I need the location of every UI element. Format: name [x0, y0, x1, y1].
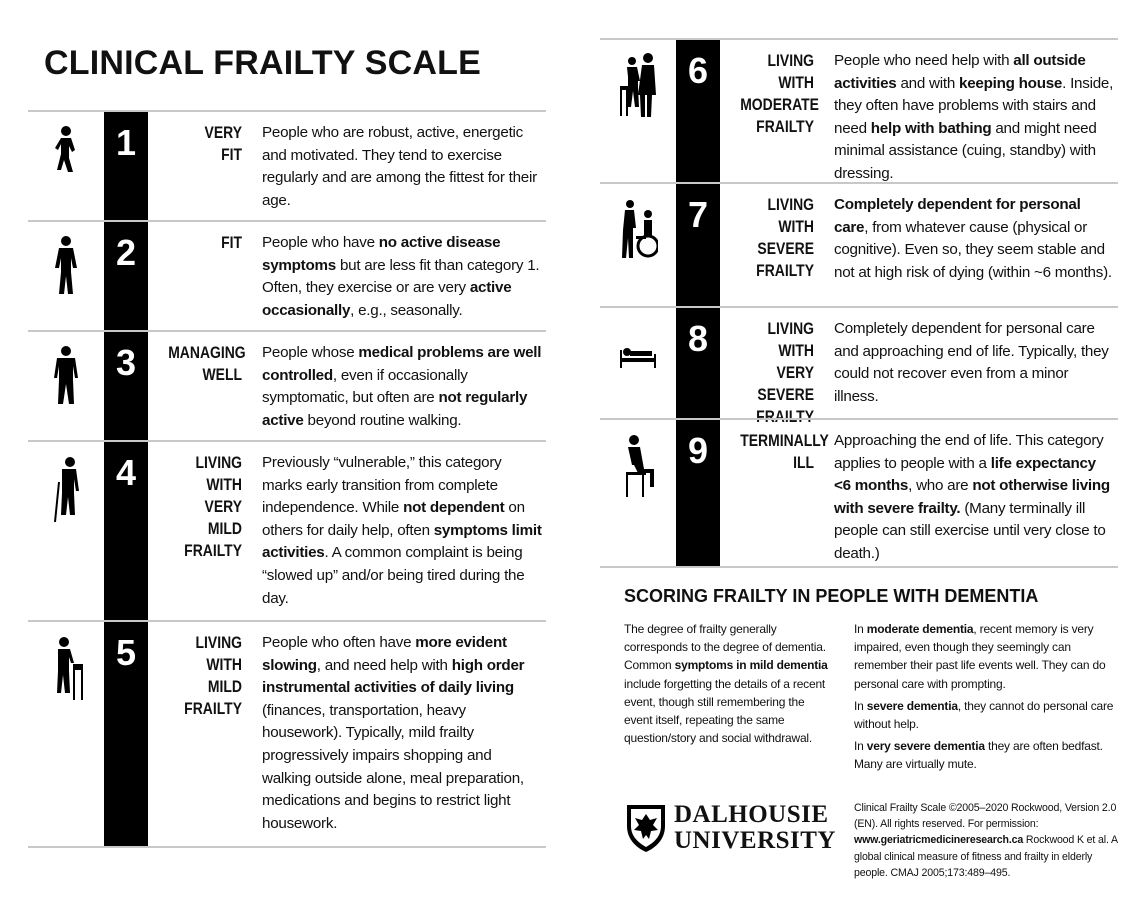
- dementia-paragraph: [854, 737, 1116, 773]
- level-description: [834, 194, 1116, 284]
- level-category: [740, 50, 819, 138]
- emphasis-text: help with bathing: [870, 119, 992, 137]
- emphasis-text: not dependent: [403, 499, 505, 517]
- category-line: LIVING: [767, 319, 814, 338]
- category-line: WITH: [778, 73, 814, 92]
- category-line: MILD: [207, 677, 242, 696]
- text-segment: People who often have: [262, 634, 416, 651]
- category-line: FRAILTY: [756, 407, 814, 426]
- level-number: 4: [115, 452, 137, 493]
- copyright-notice: [854, 800, 1118, 881]
- text-segment: on others for daily help, often: [262, 499, 525, 539]
- frailty-level-7: [600, 182, 1118, 308]
- level-description: [834, 430, 1116, 566]
- category-line: MANAGING: [168, 343, 246, 362]
- level-number: 1: [115, 122, 137, 163]
- text-segment: (Many terminally ill people can still exercise until very close to death.): [834, 499, 1106, 562]
- page-title: CLINICAL FRAILTY SCALE: [44, 44, 481, 82]
- emphasis-text: all outside activities: [834, 52, 1086, 92]
- level-number: 8: [687, 318, 709, 359]
- level-category: [740, 194, 814, 282]
- person-in-bed-icon: [618, 320, 658, 390]
- text-segment: Rockwood K et al. A global clinical measure of fitness and frailty in elderly people. CMAJ 2005;173:489–495.: [854, 834, 1118, 879]
- dementia-section-title: SCORING FRAILTY IN PEOPLE WITH DEMENTIA: [624, 586, 1039, 606]
- dalhousie-logo: [624, 802, 834, 854]
- text-segment: , who are: [908, 477, 973, 495]
- person-standing-icon: [46, 344, 86, 414]
- text-segment: Completely dependent for personal care and approaching end of life. Typically, they could not recover even from a minor illness.: [834, 320, 1109, 405]
- category-line: LIVING: [767, 51, 814, 70]
- category-line: WITH: [206, 655, 242, 674]
- frailty-level-4: [28, 440, 546, 622]
- level-category: [168, 342, 246, 386]
- level-description: [834, 318, 1116, 408]
- category-line: SEVERE: [757, 239, 814, 258]
- category-line: FIT: [221, 233, 242, 252]
- dementia-paragraph: [624, 620, 834, 747]
- frailty-level-5: [28, 620, 546, 848]
- text-segment: . A common complaint is being “slowed up” and/or being tired during the day.: [262, 544, 525, 607]
- emphasis-text: no active disease symptoms: [262, 234, 501, 274]
- text-segment: , even if occasionally symptomatic, but often are: [262, 366, 468, 407]
- category-line: FRAILTY: [756, 261, 814, 280]
- emphasis-text: symptoms in mild dementia: [674, 658, 828, 673]
- category-line: TERMINALLY: [740, 431, 829, 450]
- emphasis-text: moderate dementia: [866, 622, 974, 636]
- category-line: ILL: [793, 453, 814, 472]
- text-segment: , they cannot do personal care without help.: [854, 698, 1114, 732]
- text-segment: Previously “vulnerable,” this category marks early transition from complete independence. While: [262, 454, 502, 517]
- text-segment: Approaching the end of life. This category applies to people with a: [834, 432, 1104, 472]
- logo-line-1: DALHOUSIE: [674, 801, 829, 828]
- text-segment: . Inside, they often have problems with stairs and need: [834, 74, 1114, 137]
- emphasis-text: very severe dementia: [866, 739, 985, 754]
- level-category: [168, 122, 242, 166]
- emphasis-text: keeping house: [959, 74, 1063, 92]
- frailty-level-9: [600, 418, 1118, 568]
- category-line: SEVERE: [757, 385, 814, 404]
- level-description: [262, 122, 544, 212]
- category-line: WITH VERY: [776, 341, 814, 382]
- emphasis-text: life expectancy <6 months: [834, 454, 1096, 495]
- category-line: FRAILTY: [756, 117, 814, 136]
- emphasis-text: symptoms limit activities: [262, 521, 542, 562]
- emphasis-text: severe dementia: [866, 698, 958, 713]
- text-segment: (finances, transportation, heavy housework). Typically, mild frailty progressively impairs shopping and walking outside alone, meal preparation, medications and begins to restrict light housework.: [262, 701, 524, 832]
- category-line: MODERATE: [740, 95, 819, 114]
- text-segment: People whose: [262, 344, 359, 361]
- level-number: 6: [687, 50, 709, 91]
- frailty-level-8: [600, 306, 1118, 426]
- level-number: 7: [687, 194, 709, 235]
- dementia-text-left: [624, 620, 834, 751]
- text-segment: beyond routine walking.: [303, 411, 462, 429]
- category-line: WITH: [778, 217, 814, 236]
- logo-line-2: UNIVERSITY: [674, 827, 836, 854]
- person-with-walker-icon: [46, 634, 86, 704]
- level-description: [262, 452, 544, 610]
- person-walking-icon: [46, 234, 86, 304]
- text-segment: and might need minimal assistance (cuing, standby) with dressing.: [834, 119, 1097, 182]
- emphasis-text: active occasionally: [262, 279, 512, 319]
- level-category: [168, 452, 242, 562]
- text-segment: but are less fit than category 1. Often, they exercise or are very: [262, 256, 540, 297]
- text-segment: People who need help with: [834, 52, 1014, 69]
- emphasis-text: www.geriatricmedicineresearch.ca: [854, 834, 1024, 847]
- emphasis-text: medical problems are well controlled: [262, 344, 542, 384]
- text-segment: , e.g., seasonally.: [350, 301, 463, 319]
- level-number: 2: [115, 232, 137, 273]
- emphasis-text: more evident slowing: [262, 634, 507, 674]
- text-segment: and with: [896, 74, 960, 92]
- category-line: FIT: [221, 145, 242, 164]
- category-line: VERY MILD: [204, 497, 242, 538]
- category-line: LIVING: [195, 633, 242, 652]
- emphasis-text: Completely dependent for personal care: [834, 196, 1081, 236]
- text-segment: The degree of frailty generally corresponds to the degree of dementia. Common: [624, 622, 826, 673]
- text-segment: include forgetting the details of a recent event, though still remembering the event itself, repeating the same question/story and social withdrawal.: [624, 676, 826, 746]
- text-segment: , from whatever cause (physical or cognitive). Even so, they seem stable and not at high risk of dying (within ~6 months).: [834, 218, 1112, 281]
- frailty-level-6: [600, 38, 1118, 184]
- category-line: WITH: [206, 475, 242, 494]
- person-assisted-walker-icon: [618, 52, 658, 122]
- level-category: [740, 430, 829, 474]
- category-line: LIVING: [767, 195, 814, 214]
- text-segment: , and need help with: [316, 656, 452, 674]
- text-segment: , recent memory is very impaired, even though they seemingly can remember their past life events well. They can do personal care with prompting.: [854, 622, 1106, 691]
- frailty-level-3: [28, 330, 546, 442]
- person-seated-icon: [618, 432, 658, 502]
- person-wheelchair-icon: [618, 196, 658, 266]
- text-segment: In: [854, 622, 867, 636]
- level-description: [834, 50, 1116, 186]
- level-description: [262, 342, 544, 432]
- text-segment: In: [854, 698, 867, 713]
- level-description: [262, 632, 544, 835]
- person-with-cane-icon: [46, 454, 86, 524]
- level-category: [168, 232, 242, 254]
- frailty-level-2: [28, 220, 546, 332]
- dementia-text-right: [854, 620, 1116, 778]
- dalhousie-crest-icon: [624, 802, 668, 854]
- category-line: FRAILTY: [184, 541, 242, 560]
- dementia-paragraph: [854, 620, 1116, 693]
- text-segment: People who are robust, active, energetic and motivated. They tend to exercise regularly and are among the fittest for their age.: [262, 124, 537, 209]
- text-segment: In: [854, 739, 867, 754]
- category-line: WELL: [202, 365, 242, 384]
- category-line: LIVING: [195, 453, 242, 472]
- text-segment: Clinical Frailty Scale ©2005–2020 Rockwood, Version 2.0 (EN). All rights reserved. For permission:: [854, 802, 1117, 831]
- category-line: FRAILTY: [184, 699, 242, 718]
- level-number: 9: [687, 430, 709, 471]
- level-category: [740, 318, 814, 428]
- emphasis-text: not otherwise living with severe frailty.: [834, 477, 1110, 517]
- level-description: [262, 232, 544, 322]
- emphasis-text: high order instrumental activities of daily living: [262, 656, 525, 697]
- level-number: 3: [115, 342, 137, 383]
- text-segment: People who have: [262, 234, 379, 251]
- text-segment: they are often bedfast. Many are virtually mute.: [854, 739, 1103, 772]
- dementia-paragraph: [854, 697, 1116, 733]
- person-jogging-icon: [46, 124, 86, 194]
- emphasis-text: not regularly active: [262, 389, 528, 429]
- category-line: VERY: [204, 123, 242, 142]
- level-number: 5: [115, 632, 137, 673]
- level-category: [168, 632, 242, 720]
- frailty-level-1: [28, 110, 546, 222]
